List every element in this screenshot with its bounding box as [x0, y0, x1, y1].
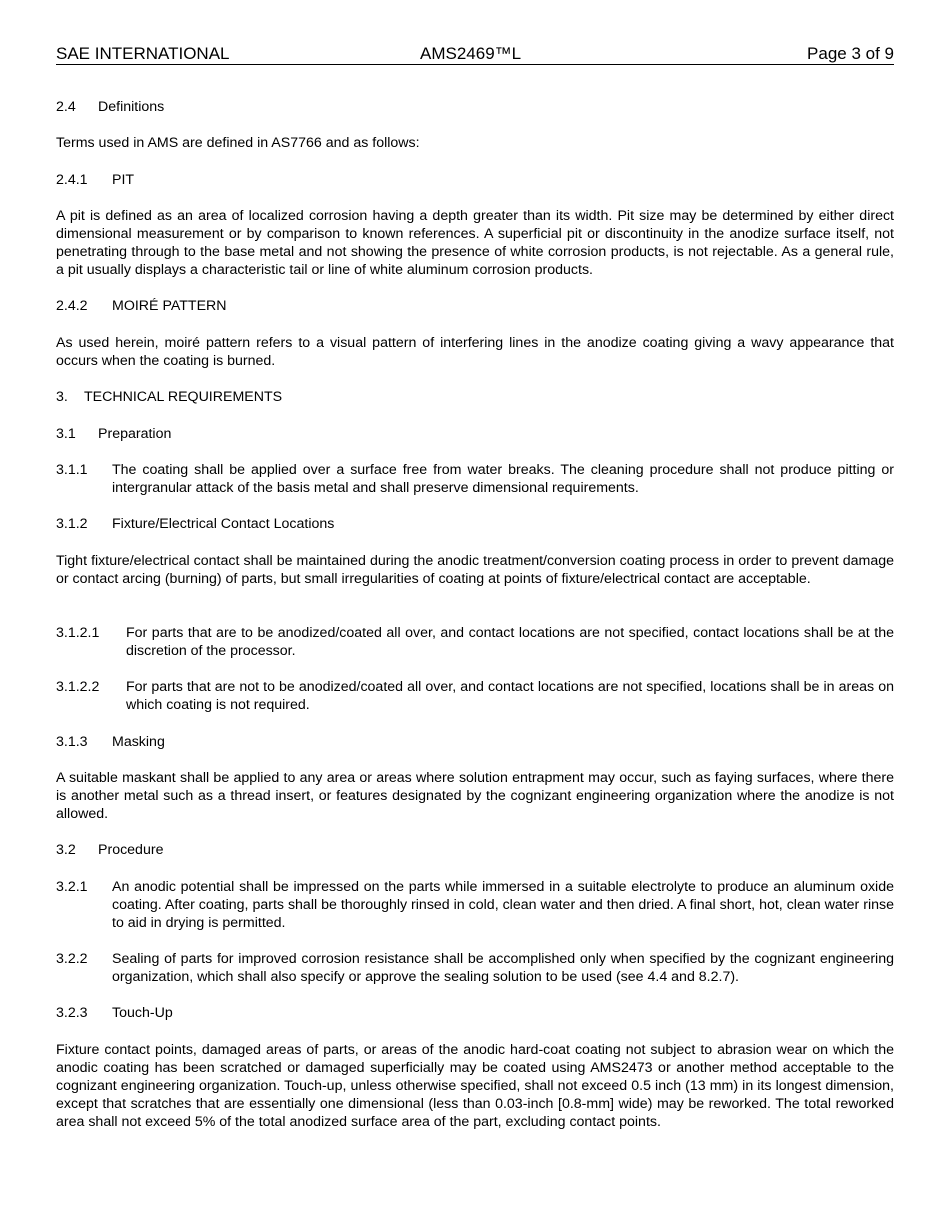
paragraph-touch-up: Fixture contact points, damaged areas of parts, or areas of the anodic hard-coat coating not subject to abrasion wear on which the anodic coating has been scratched or damaged superficially may be coated using AMS2473 or another method acceptable to the cognizant engineering organization. Touch-up, unless otherwise specified, shall not exceed 0.5 inch (13 mm) in its longest dimension, except that scratches that are essentially one dimensional (less than 0.03-inch [0.8-mm] wide) may be reworked. The total reworked area shall not exceed 5% of the total anodized surface area of the part, excluding contact points. — [56, 1042, 894, 1130]
paragraph-masking: A suitable maskant shall be applied to any area or areas where solution entrapment may occur, such as faying surfaces, where there is another metal such as a thread insert, or features designated by the cognizant engineering organization where the anodize is not allowed. — [56, 770, 894, 822]
heading-3: 3. TECHNICAL REQUIREMENTS — [56, 389, 283, 405]
header-doc-id: AMS2469™L — [420, 44, 522, 63]
heading-2-4-2: 2.4.2 MOIRÉ PATTERN — [56, 298, 227, 314]
heading-3-2-3: 3.2.3 Touch-Up — [56, 1005, 173, 1021]
paragraph-3-1-1: 3.1.1 The coating shall be applied over a surface free from water breaks. The cleaning procedure shall not produce pitting or intergranular attack of the basis metal and shall preserve dimensional requirements. — [56, 462, 894, 496]
header-org: SAE INTERNATIONAL — [56, 44, 230, 63]
header-page-number: Page 3 of 9 — [807, 44, 894, 63]
page-header — [56, 44, 894, 65]
heading-3-1: 3.1 Preparation — [56, 426, 172, 442]
heading-3-1-3: 3.1.3 Masking — [56, 734, 165, 750]
heading-3-2: 3.2 Procedure — [56, 842, 164, 858]
paragraph-3-2-1: 3.2.1 An anodic potential shall be impressed on the parts while immersed in a suitable electrolyte to produce an aluminum oxide coating. After coating, parts shall be thoroughly rinsed in cold, clean water and then dried. A final short, hot, clean water rinse to aid in drying is permitted. — [56, 879, 894, 931]
paragraph-pit: A pit is defined as an area of localized corrosion having a depth greater than its width. Pit size may be determined by either direct dimensional measurement or by comparison to known references. A superficial pit or discontinuity in the anodize surface itself, not penetrating through to the base metal and not showing the presence of white corrosion products, is not rejectable. As a general rule, a pit usually displays a characteristic tail or line of white aluminum corrosion products. — [56, 208, 894, 278]
paragraph-3-2-2: 3.2.2 Sealing of parts for improved corrosion resistance shall be accomplished only when specified by the cognizant engineering organization, which shall also specify or approve the sealing solution to be used (see 4.4 and 8.2.7). — [56, 951, 894, 985]
paragraph-moire: As used herein, moiré pattern refers to a visual pattern of interfering lines in the anodize coating giving a wavy appearance that occurs when the coating is burned. — [56, 335, 894, 369]
heading-2-4-1: 2.4.1 PIT — [56, 172, 135, 188]
heading-3-1-2: 3.1.2 Fixture/Electrical Contact Locations — [56, 516, 335, 532]
paragraph-3-1-2-2: 3.1.2.2 For parts that are not to be anodized/coated all over, and contact locations are not specified, locations shall be in areas on which coating is not required. — [56, 679, 894, 713]
paragraph-fixture-contact: Tight fixture/electrical contact shall be maintained during the anodic treatment/conversion coating process in order to prevent damage or contact arcing (burning) of parts, but small irregularities of coating at points of fixture/electrical contact are acceptable. — [56, 553, 894, 587]
heading-2-4: 2.4 Definitions — [56, 99, 165, 115]
paragraph-3-1-2-1: 3.1.2.1 For parts that are to be anodized/coated all over, and contact locations are not specified, contact locations shall be at the discretion of the processor. — [56, 625, 894, 659]
definitions-intro: Terms used in AMS are defined in AS7766 and as follows: — [56, 135, 420, 151]
